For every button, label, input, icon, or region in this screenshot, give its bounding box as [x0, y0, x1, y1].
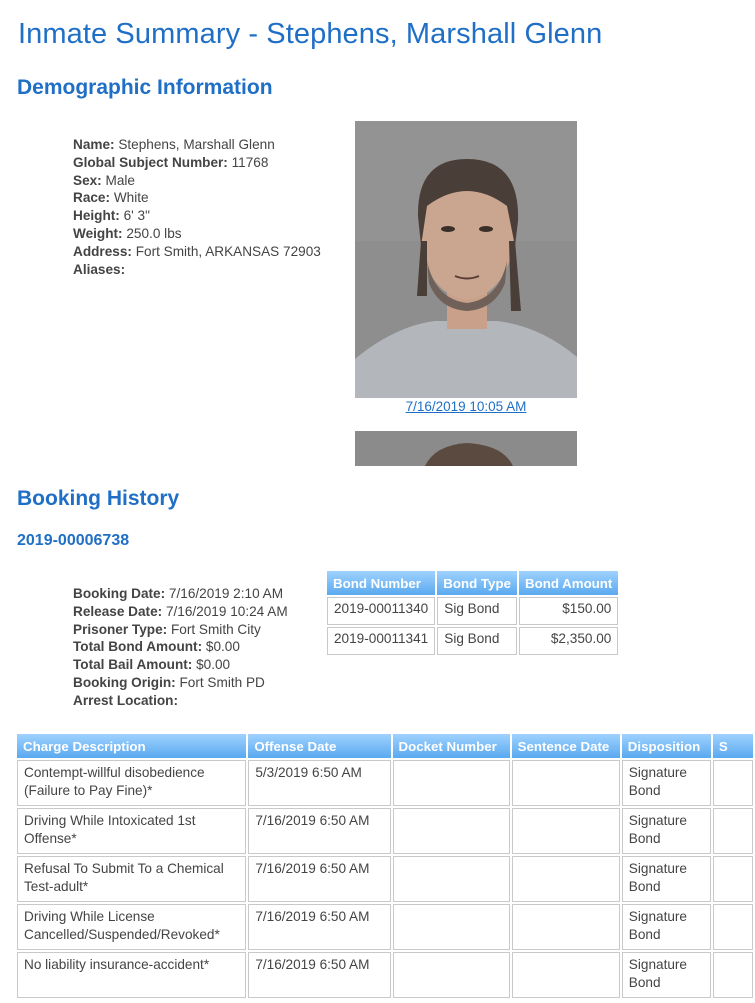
table-row [17, 952, 753, 998]
table-row [17, 760, 753, 806]
sentence-date-cell [512, 856, 620, 902]
info-row-height: Height: 6' 3" [73, 208, 150, 224]
offense-date-cell: 5/3/2019 6:50 AM [248, 760, 390, 806]
info-row-aliases: Aliases: [73, 261, 126, 277]
docket-number-cell [393, 904, 510, 950]
page-title: Inmate Summary - Stephens, Marshall Glenn [18, 18, 603, 50]
info-row-weight: Weight: 250.0 lbs [73, 225, 182, 241]
sentence-date-cell [512, 952, 620, 998]
charge-table-header [17, 734, 753, 758]
photo-date-link[interactable]: 7/16/2019 10:05 AM [405, 399, 527, 414]
offense-date-cell: 7/16/2019 6:50 AM [248, 856, 390, 902]
booking-row-date: Booking Date: 7/16/2019 2:10 AM [73, 586, 284, 601]
disposition-cell: Signature Bond [622, 904, 711, 950]
cut-off-cell [713, 904, 753, 950]
bond-table [325, 569, 620, 657]
bond-col-amount[interactable]: Bond Amount [519, 571, 618, 595]
sentence-date-cell [512, 808, 620, 854]
docket-number-cell [393, 760, 510, 806]
cut-off-cell [713, 952, 753, 998]
charge-description-cell: Driving While License Cancelled/Suspended/Revoked* [17, 904, 246, 950]
booking-row-origin: Booking Origin: Fort Smith PD [73, 674, 265, 690]
info-row-gsn: Global Subject Number: 11768 [73, 154, 269, 170]
bond-col-number[interactable]: Bond Number [327, 571, 435, 595]
disposition-cell: Signature Bond [622, 952, 711, 998]
demographic-heading: Demographic Information [17, 76, 273, 99]
offense-date-cell: 7/16/2019 6:50 AM [248, 952, 390, 998]
info-row-address: Address: Fort Smith, ARKANSAS 72903 [73, 243, 321, 259]
mugshot-photo-second[interactable] [355, 431, 577, 466]
bond-number-cell: 2019-00011341 [327, 627, 435, 655]
booking-info [73, 585, 288, 710]
charge-col-description[interactable]: Charge Description [17, 734, 246, 758]
booking-row-total-bond: Total Bond Amount: $0.00 [73, 639, 240, 655]
cut-off-cell [713, 856, 753, 902]
mugshot-photo[interactable] [355, 121, 577, 398]
bond-table-header [327, 571, 618, 595]
charge-description-cell: Contempt-willful disobedience (Failure to Pay Fine)* [17, 760, 246, 806]
docket-number-cell [393, 952, 510, 998]
booking-row-prisoner-type: Prisoner Type: Fort Smith City [73, 621, 261, 637]
docket-number-cell [393, 856, 510, 902]
charge-col-docket[interactable]: Docket Number [393, 734, 510, 758]
booking-row-arrest-location: Arrest Location: [73, 692, 178, 708]
charge-col-disposition[interactable]: Disposition [622, 734, 711, 758]
bond-type-cell: Sig Bond [437, 597, 517, 625]
sentence-date-cell [512, 760, 620, 806]
charge-col-sentence-date[interactable]: Sentence Date [512, 734, 620, 758]
booking-row-total-bail: Total Bail Amount: $0.00 [73, 657, 231, 673]
disposition-cell: Signature Bond [622, 856, 711, 902]
charge-description-cell: No liability insurance-accident* [17, 952, 246, 998]
table-row [17, 904, 753, 950]
disposition-cell: Signature Bond [622, 760, 711, 806]
charge-col-cut-off[interactable]: S [713, 734, 753, 758]
bond-type-cell: Sig Bond [437, 627, 517, 655]
disposition-cell: Signature Bond [622, 808, 711, 854]
offense-date-cell: 7/16/2019 6:50 AM [248, 904, 390, 950]
charge-table [15, 732, 755, 1000]
sentence-date-cell [512, 904, 620, 950]
cut-off-cell [713, 808, 753, 854]
bond-number-cell: 2019-00011340 [327, 597, 435, 625]
charge-description-cell: Driving While Intoxicated 1st Offense* [17, 808, 246, 854]
demographic-info [73, 136, 321, 278]
mugshot-image-second [355, 431, 577, 466]
bond-col-type[interactable]: Bond Type [437, 571, 517, 595]
offense-date-cell: 7/16/2019 6:50 AM [248, 808, 390, 854]
booking-row-release: Release Date: 7/16/2019 10:24 AM [73, 603, 288, 619]
cut-off-cell [713, 760, 753, 806]
info-row-name: Name: Stephens, Marshall Glenn [73, 137, 275, 152]
table-row [17, 808, 753, 854]
charge-description-cell: Refusal To Submit To a Chemical Test-adult* [17, 856, 246, 902]
booking-heading: Booking History [17, 487, 180, 510]
info-row-race: Race: White [73, 190, 149, 206]
mugshot-image [355, 121, 577, 398]
info-row-sex: Sex: Male [73, 172, 135, 188]
bond-amount-cell: $2,350.00 [519, 627, 618, 655]
table-row [327, 627, 618, 655]
table-row [327, 597, 618, 625]
booking-number: 2019-00006738 [17, 532, 130, 549]
table-row [17, 856, 753, 902]
docket-number-cell [393, 808, 510, 854]
bond-amount-cell: $150.00 [519, 597, 618, 625]
charge-col-offense-date[interactable]: Offense Date [248, 734, 390, 758]
